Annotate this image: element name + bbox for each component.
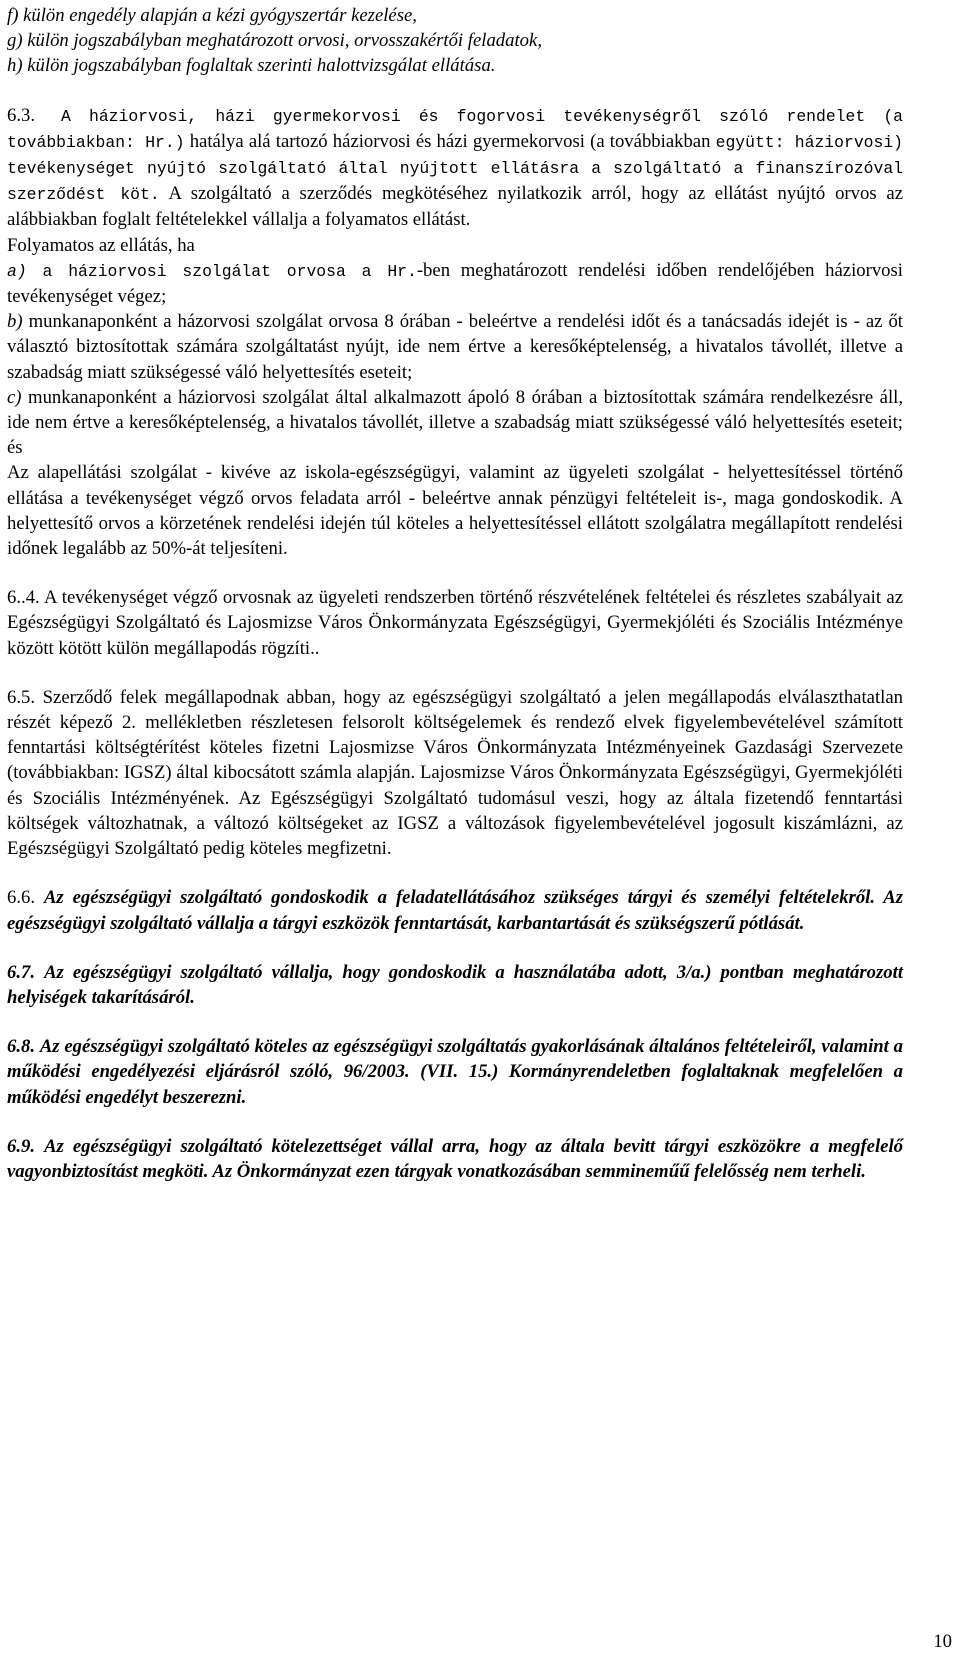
- section-6-5: 6.5. Szerződő felek megállapodnak abban, hogy az egészségügyi szolgáltató a jelen megállapodás elválaszthatatlan részét képező 2. mellékletben részletesen felsorolt költségelemek és rendező elvek figyelembevételével számított fenntartási költségtérítést köteles fizetni Lajosmizse Város Önkormányzata Intézményeinek Gazdasági Szervezete (továbbiakban: IGSZ) által kibocsátott számla alapján. Lajosmizse Város Önkormányzata Egészségügyi, Gyermekjóléti és Szociális Intézményének. Az Egészségügyi Szolgáltató tudomásul veszi, hogy az általa fizetendő fenntartási költségek változhatnak, a változó költségeket az IGSZ a változások figyelembevételével jogosult kiszámlázni, az Egészségügyi Szolgáltató pedig köteles megfizetni.: [7, 686, 903, 860]
- section-6-6: 6.6. Az egészségügyi szolgáltató gondoskodik a feladatellátásához szükséges tárgyi és személyi feltételekről. Az egészségügyi szolgáltató vállalja a tárgyi eszközök fenntartását, karbantartását és szükségszerű pótlását.: [7, 887, 904, 934]
- list-item-f: f) külön engedély alapján a kézi gyógyszertár kezelése,: [7, 5, 417, 26]
- list-item-h: h) külön jogszabályban foglaltak szerinti halottvizsgálat ellátása.: [7, 55, 496, 77]
- section-6-7: 6.7. Az egészségügyi szolgáltató vállalja, hogy gondoskodik a használatába adott, 3/a.) pontban meghatározott helyiségek takarításáról.: [7, 961, 904, 1008]
- section-6-8: 6.8. Az egészségügyi szolgáltató köteles az egészségügyi szolgáltatás gyakorlásának általános feltételeiről, valamint a működési engedélyezési eljárásról szóló, 96/2003. (VII. 15.) Kormányrendeletben foglaltaknak megfelelően a működési engedélyt beszerezni.: [7, 1036, 904, 1108]
- document-page: [7, 0, 903, 1184]
- section-number: 6.3.: [7, 104, 36, 126]
- list-item-g: g) külön jogszabályban meghatározott orvosi, orvosszakértői feladatok,: [7, 30, 542, 52]
- section-6-3: 6.3. A háziorvosi, házi gyermekorvosi és fogorvosi tevékenységről szóló rendelet (a továbbiakban: Hr.) hatálya alá tartozó háziorvosi és házi gyermekorvosi (a továbbiakban együtt: háziorvosi) tevékenységet nyújtó szolgáltató által nyújtott ellátásra a szolgáltató a finanszírozóval szerződést köt. A szolgáltató a szerződés megkötéséhez nyilatkozik arról, hogy az ellátást nyújtó orvos az alábbiakban foglalt feltételekkel vállalja a folyamatos ellátást. Folyamatos az ellátás, ha a) a háziorvosi szolgálat orvosa a Hr.-ben meghatározott rendelési időben rendelőjében háziorvosi tevékenységet végez; b) munkanaponként a házorvosi szolgálat orvosa 8 órában - beleértve a rendelési időt és a tanácsadás idejét is - az őt választó biztosítottak számára szolgáltatást nyújt, ide nem értve a keresőképtelenség, a hivatalos távollét, illetve a szabadság miatt szükségessé váló helyettesítés eseteit; c) munkanaponként a háziorvosi szolgálat által alkalmazott ápoló 8 órában a biztosítottak számára rendelkezésre áll, ide nem értve a keresőképtelenség, a hivatalos távollét, illetve a szabadság miatt szükségessé váló helyettesítés eseteit; és Az alapellátási szolgálat - kivéve az iskola-egészségügyi, valamint az ügyeleti szolgálat - helyettesítéssel történő ellátása a tevékenységet végző orvos feladata arról - beleértve annak pénzügyi feltételeit is-, maga gondoskodik. A helyettesítő orvos a körzetének rendelési idején túl köteles a helyettesítéssel ellátott szolgálatra megállapított rendelési időnek legalább az 50%-át teljesíteni.: [7, 104, 903, 560]
- section-6-4: 6..4. A tevékenységet végző orvosnak az ügyeleti rendszerben történő részvételének feltételei és részletes szabályait az Egészségügyi Szolgáltató és Lajosmizse Város Önkormányzata Egészségügyi, Gyermekjóléti és Szociális Intézménye között kötött külön megállapodás rögzíti..: [7, 587, 903, 659]
- section-6-9: 6.9. Az egészségügyi szolgáltató kötelezettséget vállal arra, hogy az általa bevitt tárgyi eszközökre a megfelelő vagyonbiztosítást megköti. Az Önkormányzat ezen tárgyak vonatkozásában semmineműű felelősség nem terheli.: [7, 1135, 904, 1182]
- page-number: 10: [933, 1631, 952, 1652]
